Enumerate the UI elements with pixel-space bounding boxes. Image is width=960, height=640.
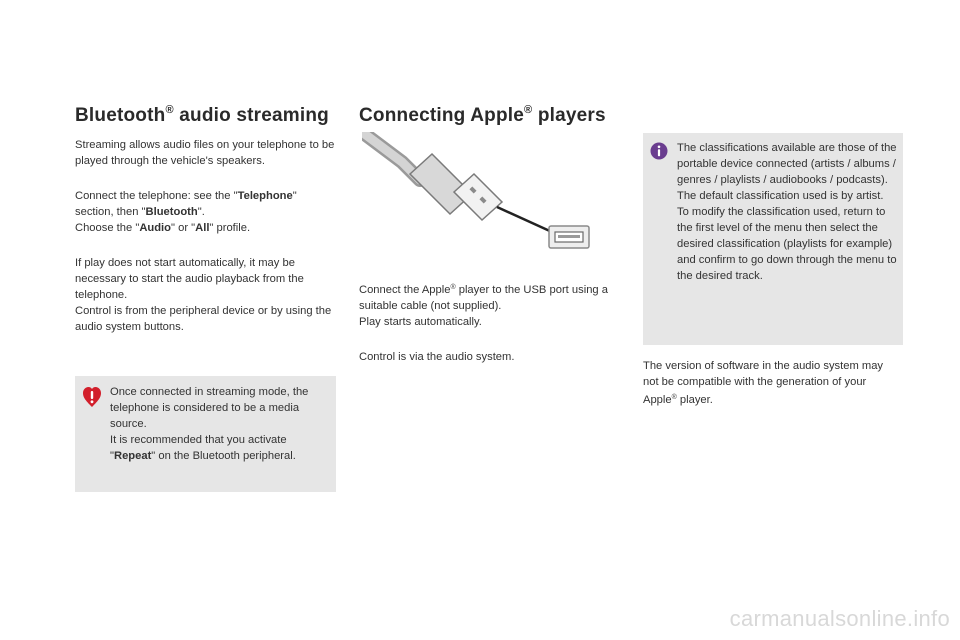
control-text: Control is via the audio system. <box>359 351 515 363</box>
streaming-intro: Streaming allows audio files on your telephone to be played through the vehicle's speakers. <box>75 139 335 167</box>
warning-text: Once connected in streaming mode, the telephone is considered to be a media source. It is recommended that you activate "Repeat" on the Bluetooth peripheral. <box>110 386 309 462</box>
middle-text <box>359 280 609 365</box>
right-text <box>643 358 898 408</box>
apple-heading: Connecting Apple® players <box>359 104 606 126</box>
usb-port-icon <box>548 225 590 249</box>
watermark-footer: carmanualsonline.info <box>729 606 950 631</box>
middle-column <box>359 104 609 127</box>
connect-instructions: Connect the telephone: see the "Telephone" section, then "Bluetooth". Choose the "Audio" or "All" profile. <box>75 190 297 234</box>
info-text: The classifications available are those of the portable device connected (artists / albums / genres / playlists / audiobooks / podcasts). The default classification used is by artist. To modify the classification used, return to the first level of the menu then select the desired classification (playlists for example) and confirm to go down through the menu to the desired track. <box>677 142 897 282</box>
info-icon <box>650 142 668 160</box>
bluetooth-heading: Bluetooth® audio streaming <box>75 104 329 126</box>
playback-note: If play does not start automatically, it may be necessary to start the audio playback from the telephone. Control is from the peripheral device or by using the audio system buttons. <box>75 257 332 333</box>
warning-icon <box>82 386 102 408</box>
software-version-note: The version of software in the audio system may not be compatible with the generation of your Apple® player. <box>643 360 884 406</box>
connect-apple-text: Connect the Apple® player to the USB port using a suitable cable (not supplied). Play starts automatically. <box>359 284 608 328</box>
left-column <box>75 104 337 335</box>
